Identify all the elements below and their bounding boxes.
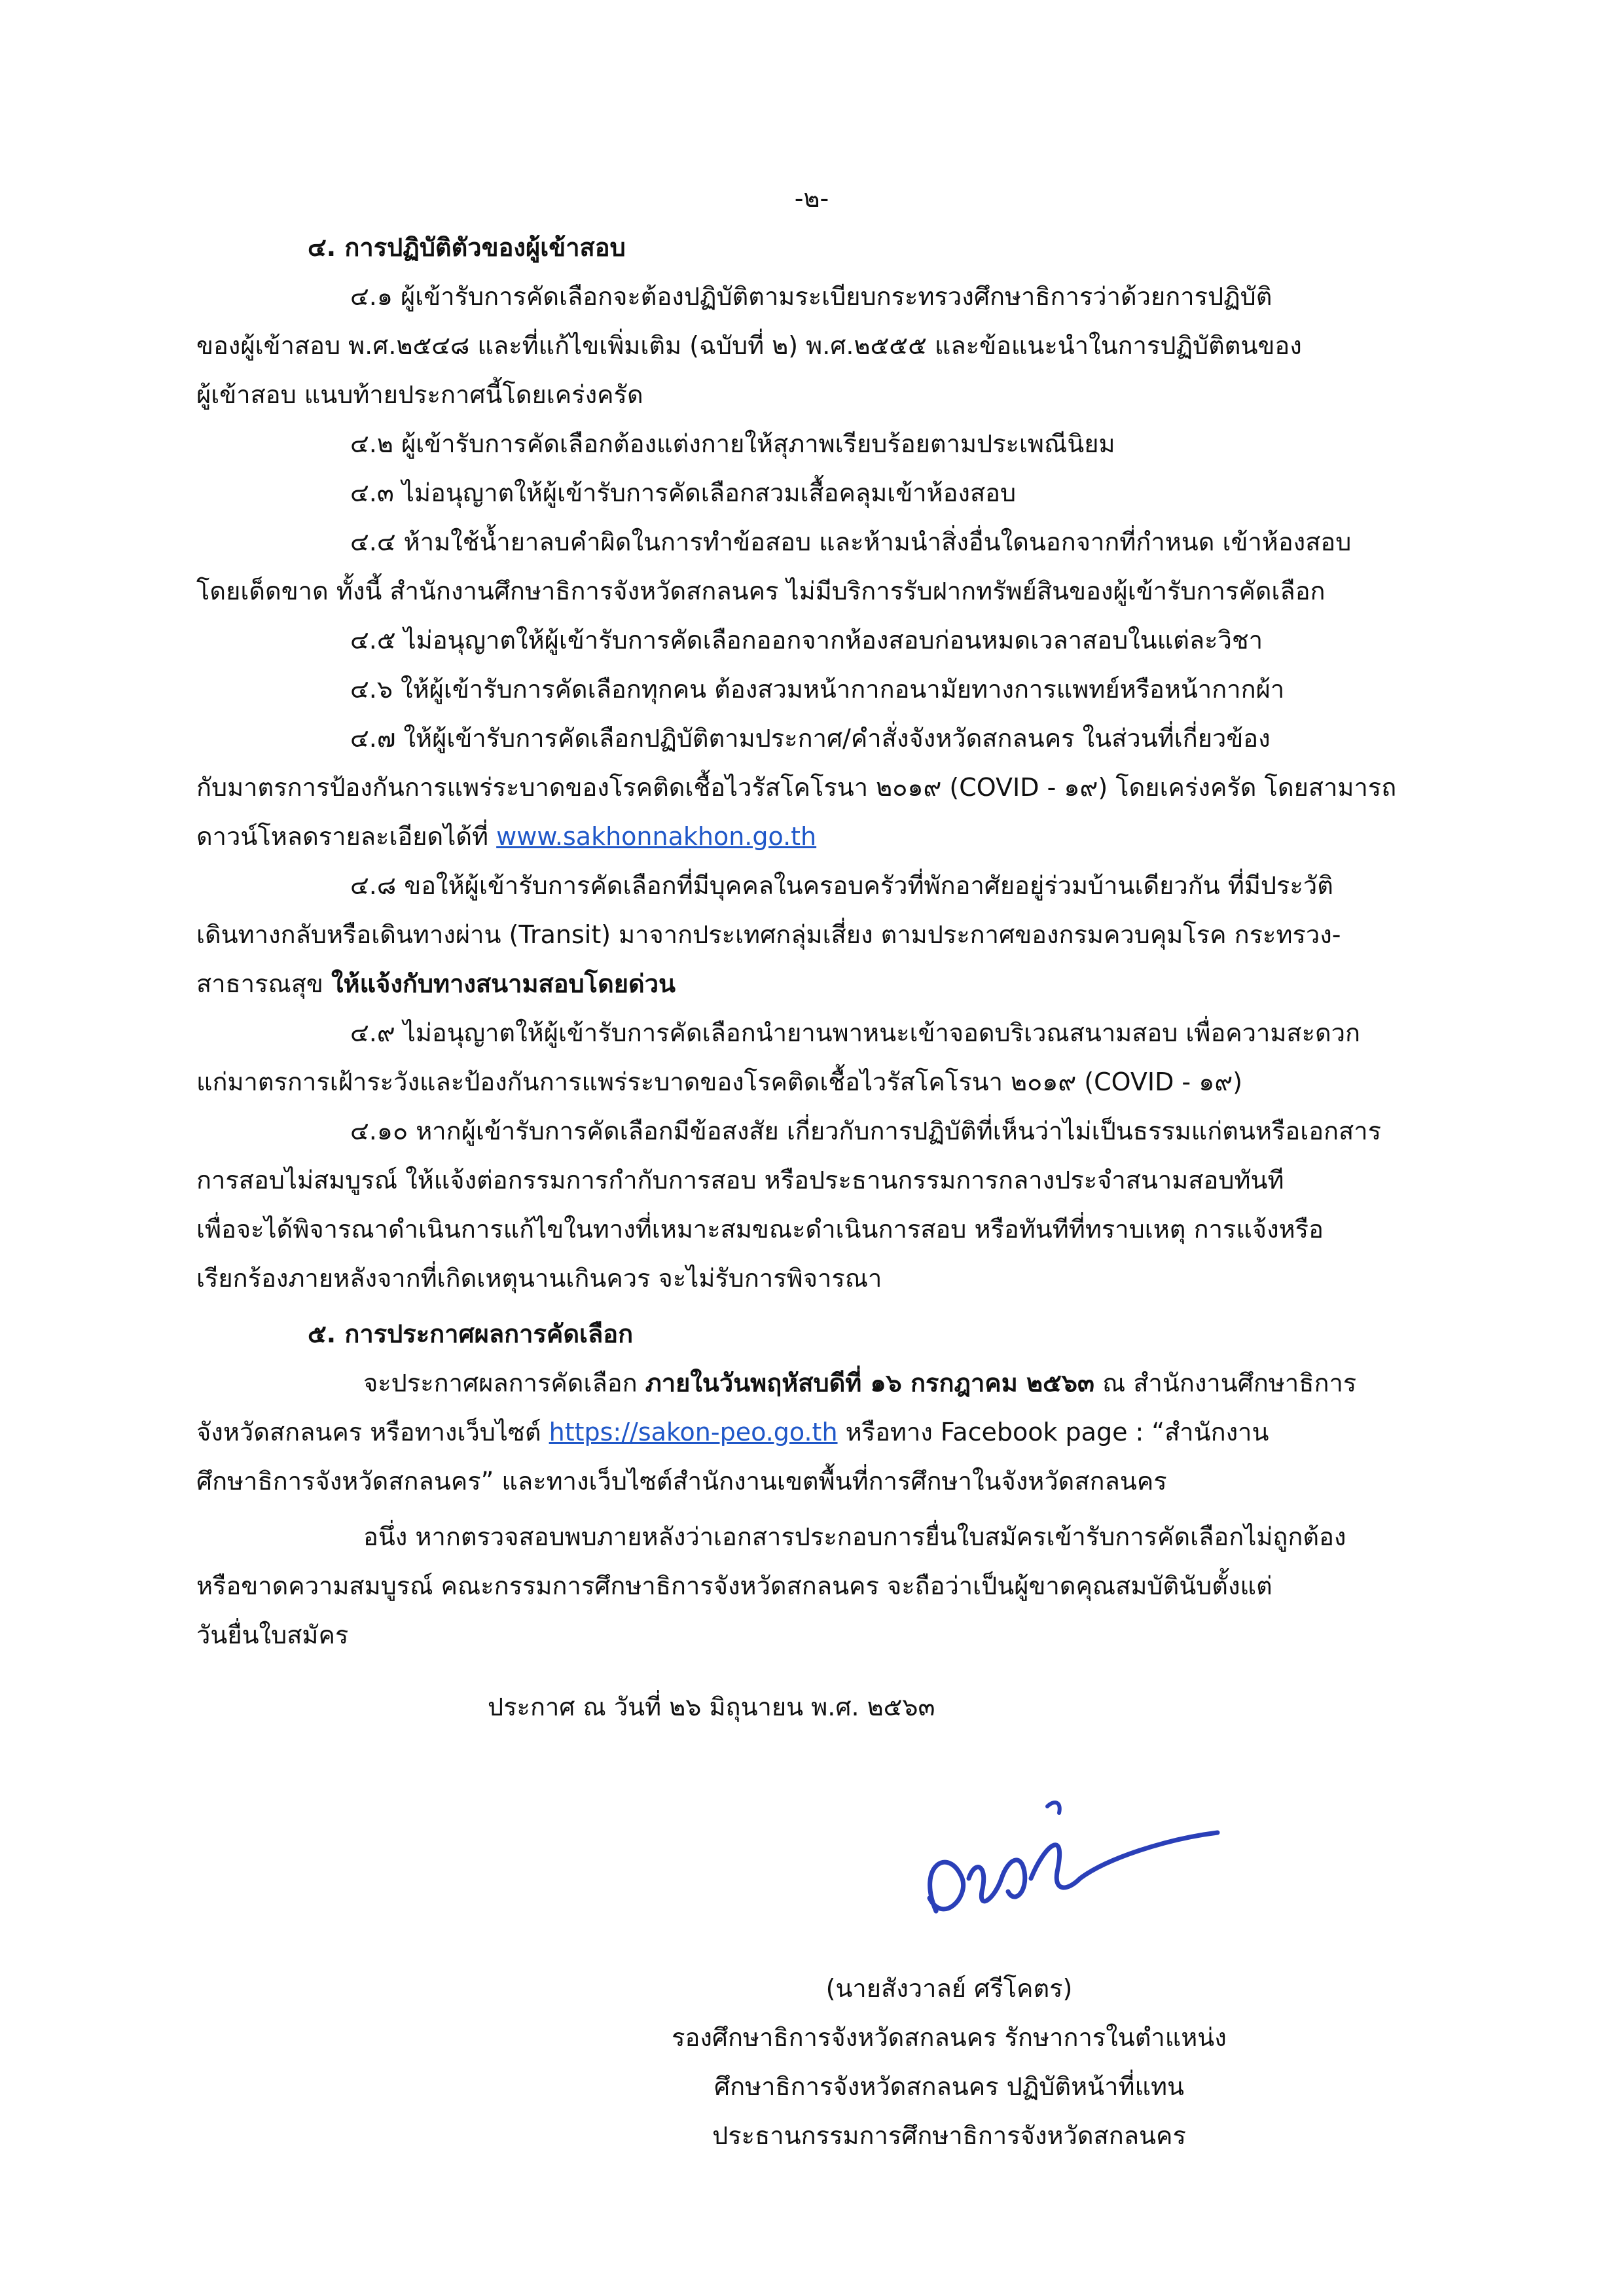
item-4-1-line-2: ของผู้เข้าสอบ พ.ศ.๒๕๔๘ และที่แก้ไขเพิ่มเติม (ฉบับที่ ๒) พ.ศ.๒๕๕๕ และข้อแนะนำในการปฏิบัติตนของ [196, 331, 1302, 360]
item-4-3: ๔.๓ ไม่อนุญาตให้ผู้เข้ารับการคัดเลือกสวมเสื้อคลุมเข้าห้องสอบ [350, 478, 1017, 507]
item-4-1-line-1 [350, 278, 1463, 315]
signatory-position-2: ศึกษาธิการจังหวัดสกลนคร ปฏิบัติหน้าที่แทน [713, 2072, 1185, 2101]
text-segment: หรือทาง Facebook page : “สำนักงาน [845, 1418, 1269, 1446]
section-5-para-2-line-2: หรือขาดความสมบูรณ์ คณะกรรมการศึกษาธิการจังหวัดสกลนคร จะถือว่าเป็นผู้ขาดคุณสมบัตินับตั้งแต่ [196, 1571, 1272, 1600]
item-4-10-line-1: ๔.๑๐ หากผู้เข้ารับการคัดเลือกมีข้อสงสัย เกี่ยวกับการปฏิบัติที่เห็นว่าไม่เป็นธรรมแก่ตนหรือเอกสาร [350, 1117, 1381, 1145]
item-4-10-line-2: การสอบไม่สมบูรณ์ ให้แจ้งต่อกรรมการกำกับการสอบ หรือประธานกรรมการกลางประจำสนามสอบทันที [196, 1166, 1284, 1194]
section-5-para-1-line-3: ศึกษาธิการจังหวัดสกลนคร” และทางเว็บไซต์สำนักงานเขตพื้นที่การศึกษาในจังหวัดสกลนคร [196, 1467, 1167, 1496]
section-5-para-2-line-3: วันยื่นใบสมัคร [196, 1621, 349, 1649]
section-4-heading: ๔. การปฏิบัติตัวของผู้เข้าสอบ [308, 233, 626, 262]
announcement-date: ประกาศ ณ วันที่ ๒๖ มิถุนายน พ.ศ. ๒๕๖๓ [488, 1693, 935, 1721]
announce-deadline: ภายในวันพฤหัสบดีที่ ๑๖ กรกฎาคม ๒๕๖๓ [645, 1369, 1094, 1397]
item-4-4-line-1: ๔.๔ ห้ามใช้น้ำยาลบคำผิดในการทำข้อสอบ และห้ามนำสิ่งอื่นใดนอกจากที่กำหนด เข้าห้องสอบ [350, 528, 1352, 556]
sakhonnakhon-website-link[interactable]: www.sakhonnakhon.go.th [496, 822, 817, 851]
item-4-6: ๔.๖ ให้ผู้เข้ารับการคัดเลือกทุกคน ต้องสวมหน้ากากอนามัยทางการแพทย์หรือหน้ากากผ้า [350, 675, 1285, 704]
text-segment: ดาวน์โหลดรายละเอียดได้ที่ [196, 822, 489, 851]
section-5-para-1-line-2 [196, 1414, 1269, 1450]
item-4-8-line-3 [196, 965, 676, 1002]
item-4-4-line-2: โดยเด็ดขาด ทั้งนี้ สำนักงานศึกษาธิการจังหวัดสกลนคร ไม่มีบริการรับฝากทรัพย์สินของผู้เข้ารับการคัดเลือก [196, 577, 1326, 605]
bold-notice: ให้แจ้งกับทางสนามสอบโดยด่วน [331, 969, 676, 998]
section-5-para-1-line-1 [363, 1365, 1356, 1401]
item-4-7-line-1: ๔.๗ ให้ผู้เข้ารับการคัดเลือกปฏิบัติตามประกาศ/คำสั่งจังหวัดสกลนคร ในส่วนที่เกี่ยวข้อง [350, 724, 1271, 753]
sakon-peo-website-link[interactable]: https://sakon-peo.go.th [549, 1418, 838, 1446]
item-4-10-line-3: เพื่อจะได้พิจารณาดำเนินการแก้ไขในทางที่เหมาะสมขณะดำเนินการสอบ หรือทันทีที่ทราบเหตุ การแจ้งหรือ [196, 1215, 1324, 1244]
text-segment: จะประกาศผลการคัดเลือก [363, 1369, 638, 1397]
page-number: -๒- [794, 184, 829, 213]
item-4-9-line-1: ๔.๙ ไม่อนุญาตให้ผู้เข้ารับการคัดเลือกนำยานพาหนะเข้าจอดบริเวณสนามสอบ เพื่อความสะดวก [350, 1018, 1361, 1047]
item-4-8-line-2: เดินทางกลับหรือเดินทางผ่าน (Transit) มาจากประเทศกลุ่มเสี่ยง ตามประกาศของกรมควบคุมโรค กระทรวง- [196, 920, 1341, 949]
item-4-8-line-1: ๔.๘ ขอให้ผู้เข้ารับการคัดเลือกที่มีบุคคลในครอบครัวที่พักอาศัยอยู่ร่วมบ้านเดียวกัน ที่มีประวัติ [350, 871, 1333, 900]
text-segment: ณ สำนักงานศึกษาธิการ [1102, 1369, 1357, 1397]
signatory-position-1: รองศึกษาธิการจังหวัดสกลนคร รักษาการในตำแหน่ง [672, 2023, 1227, 2052]
text-segment: ๔.๑ ผู้เข้ารับการคัดเลือกจะต้องปฏิบัติตามระเบียบกระทรวงศึกษาธิการว่าด้วยการปฏิบัติ [350, 282, 1272, 311]
signatory-position-3: ประธานกรรมการศึกษาธิการจังหวัดสกลนคร [712, 2121, 1186, 2150]
item-4-1-line-3: ผู้เข้าสอบ แนบท้ายประกาศนี้โดยเคร่งครัด [196, 380, 643, 409]
handwritten-signature [890, 1767, 1231, 1964]
section-5-para-2-line-1: อนึ่ง หากตรวจสอบพบภายหลังว่าเอกสารประกอบการยื่นใบสมัครเข้ารับการคัดเลือกไม่ถูกต้อง [363, 1522, 1346, 1551]
section-5-heading: ๕. การประกาศผลการคัดเลือก [308, 1319, 634, 1348]
text-segment: สาธารณสุข [196, 969, 323, 998]
signatory-name: (นายสังวาลย์ ศรีโคตร) [825, 1974, 1073, 2003]
text-segment: จังหวัดสกลนคร หรือทางเว็บไซต์ [196, 1418, 541, 1446]
item-4-7-line-3 [196, 818, 816, 855]
item-4-2: ๔.๒ ผู้เข้ารับการคัดเลือกต้องแต่งกายให้สุภาพเรียบร้อยตามประเพณีนิยม [350, 429, 1115, 458]
item-4-5: ๔.๕ ไม่อนุญาตให้ผู้เข้ารับการคัดเลือกออกจากห้องสอบก่อนหมดเวลาสอบในแต่ละวิชา [350, 626, 1263, 655]
item-4-7-line-2: กับมาตรการป้องกันการแพร่ระบาดของโรคติดเชื้อไวรัสโคโรนา ๒๐๑๙ (COVID - ๑๙) โดยเคร่งครัด โดยสามารถ [196, 773, 1397, 802]
item-4-10-line-4: เรียกร้องภายหลังจากที่เกิดเหตุนานเกินควร จะไม่รับการพิจารณา [196, 1264, 882, 1293]
item-4-9-line-2: แก่มาตรการเฝ้าระวังและป้องกันการแพร่ระบาดของโรคติดเชื้อไวรัสโคโรนา ๒๐๑๙ (COVID - ๑๙) [196, 1067, 1243, 1096]
